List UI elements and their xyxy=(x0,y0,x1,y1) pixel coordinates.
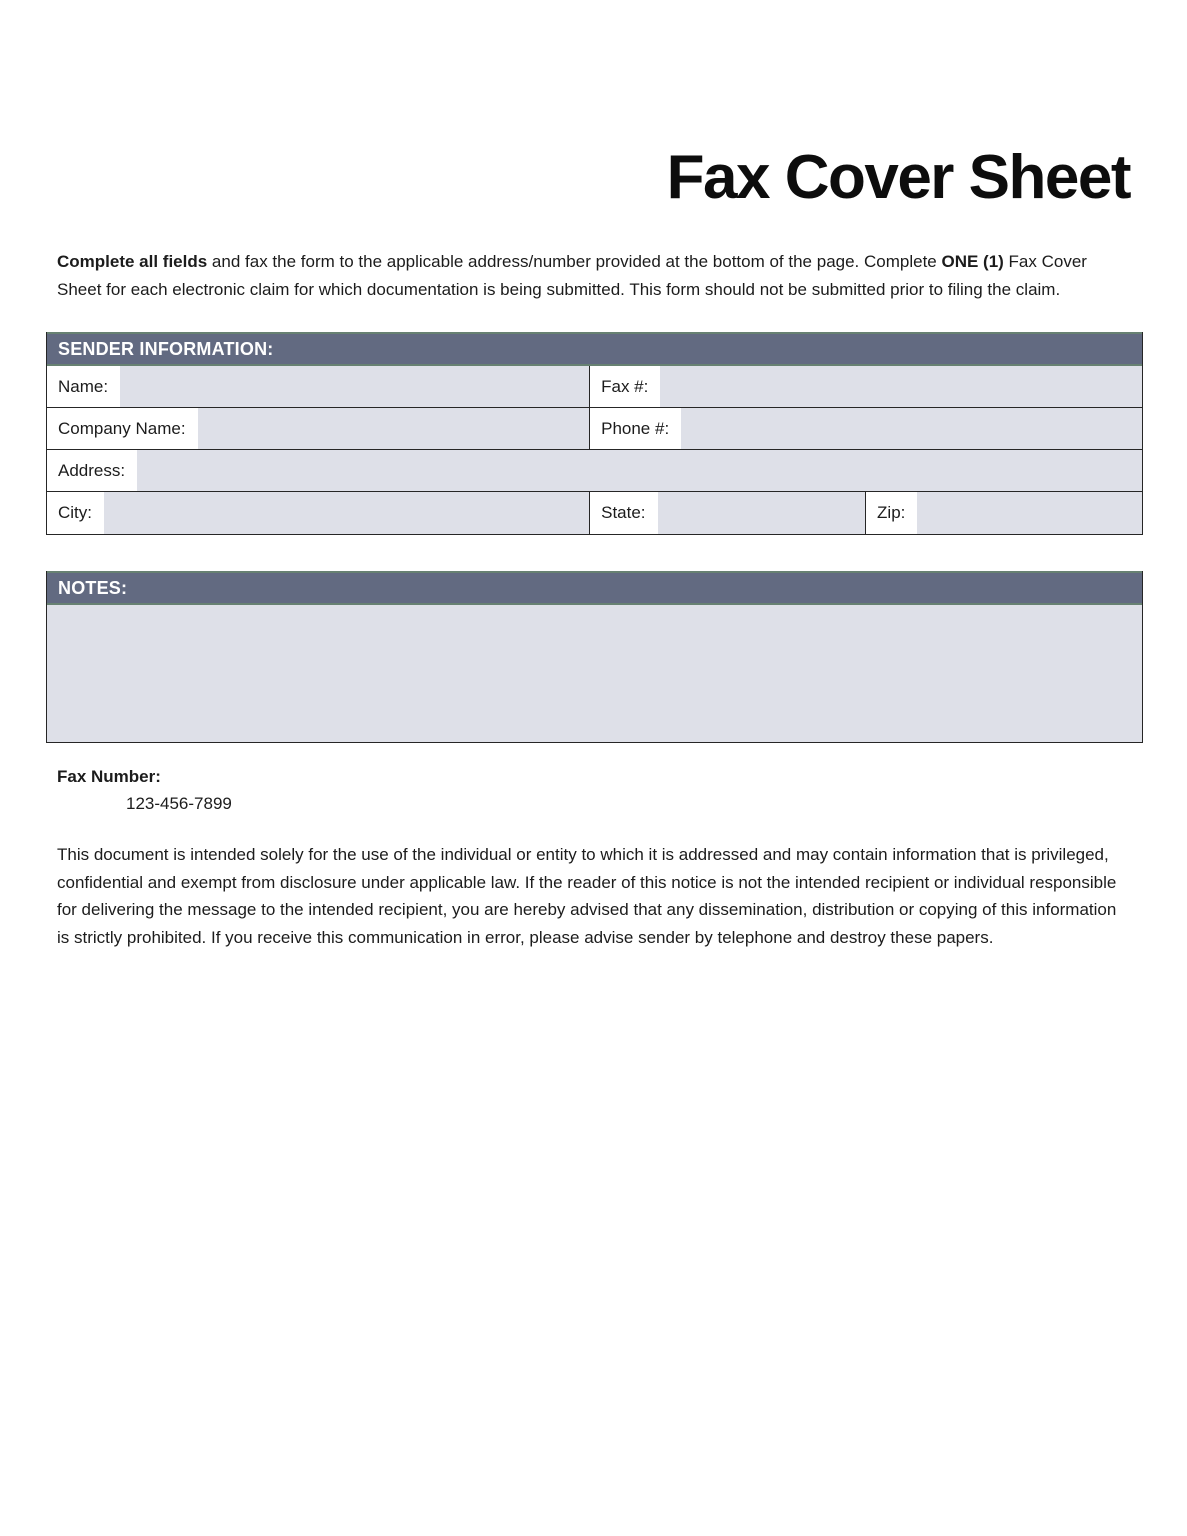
state-input[interactable] xyxy=(658,492,866,534)
fax-number-value: 123-456-7899 xyxy=(126,794,232,813)
sender-row-address xyxy=(47,450,1142,492)
intro-paragraph xyxy=(57,248,1130,304)
address-label: Address: xyxy=(47,450,137,491)
name-cell xyxy=(47,366,590,407)
intro-bold-lead: Complete all fields xyxy=(57,252,208,271)
intro-segment-1: and fax the form to the applicable address/number provided at the bottom of the page. Complete xyxy=(207,252,942,271)
sender-section-header: SENDER INFORMATION: xyxy=(47,332,1142,366)
zip-input[interactable] xyxy=(917,492,1142,534)
zip-label: Zip: xyxy=(866,492,917,534)
notes-section xyxy=(46,571,1143,743)
fax-input[interactable] xyxy=(660,366,1142,407)
phone-label: Phone #: xyxy=(590,408,681,449)
notes-section-header: NOTES: xyxy=(47,571,1142,605)
fax-cell xyxy=(590,366,1142,407)
address-cell xyxy=(47,450,1142,491)
notes-input[interactable] xyxy=(47,605,1142,742)
fax-number-block xyxy=(57,763,1130,817)
intro-segment-2: Fax Cover Sheet for each electronic claim for which documentation is being submitted. This form should not be submitted prior to filing the claim. xyxy=(57,252,1087,299)
company-name-label: Company Name: xyxy=(47,408,198,449)
sender-row-city-state-zip xyxy=(47,492,1142,534)
city-label: City: xyxy=(47,492,104,534)
sender-row-company-phone xyxy=(47,408,1142,450)
name-label: Name: xyxy=(47,366,120,407)
fax-label: Fax #: xyxy=(590,366,660,407)
city-input[interactable] xyxy=(104,492,589,534)
state-cell xyxy=(590,492,866,534)
phone-input[interactable] xyxy=(681,408,1142,449)
zip-cell xyxy=(866,492,1142,534)
page-title: Fax Cover Sheet xyxy=(666,143,1130,212)
disclaimer-paragraph: This document is intended solely for the use of the individual or entity to which it is addressed and may contain information that is privileged, confidential and exempt from disclosure under applicable law. If the reader of this notice is not the intended recipient or individual responsible for delivering the message to the intended recipient, you are hereby advised that any dissemination, distribution or copying of this information is strictly prohibited. If you receive this communication in error, please advise sender by telephone and destroy these papers. xyxy=(57,845,1117,947)
state-label: State: xyxy=(590,492,657,534)
sender-information-section xyxy=(46,332,1143,535)
intro-bold-one: ONE (1) xyxy=(941,252,1004,271)
fax-number-label: Fax Number: xyxy=(57,767,161,786)
company-name-cell xyxy=(47,408,590,449)
address-input[interactable] xyxy=(137,450,1142,491)
sender-row-name-fax xyxy=(47,366,1142,408)
company-name-input[interactable] xyxy=(198,408,590,449)
city-cell xyxy=(47,492,590,534)
name-input[interactable] xyxy=(120,366,589,407)
phone-cell xyxy=(590,408,1142,449)
